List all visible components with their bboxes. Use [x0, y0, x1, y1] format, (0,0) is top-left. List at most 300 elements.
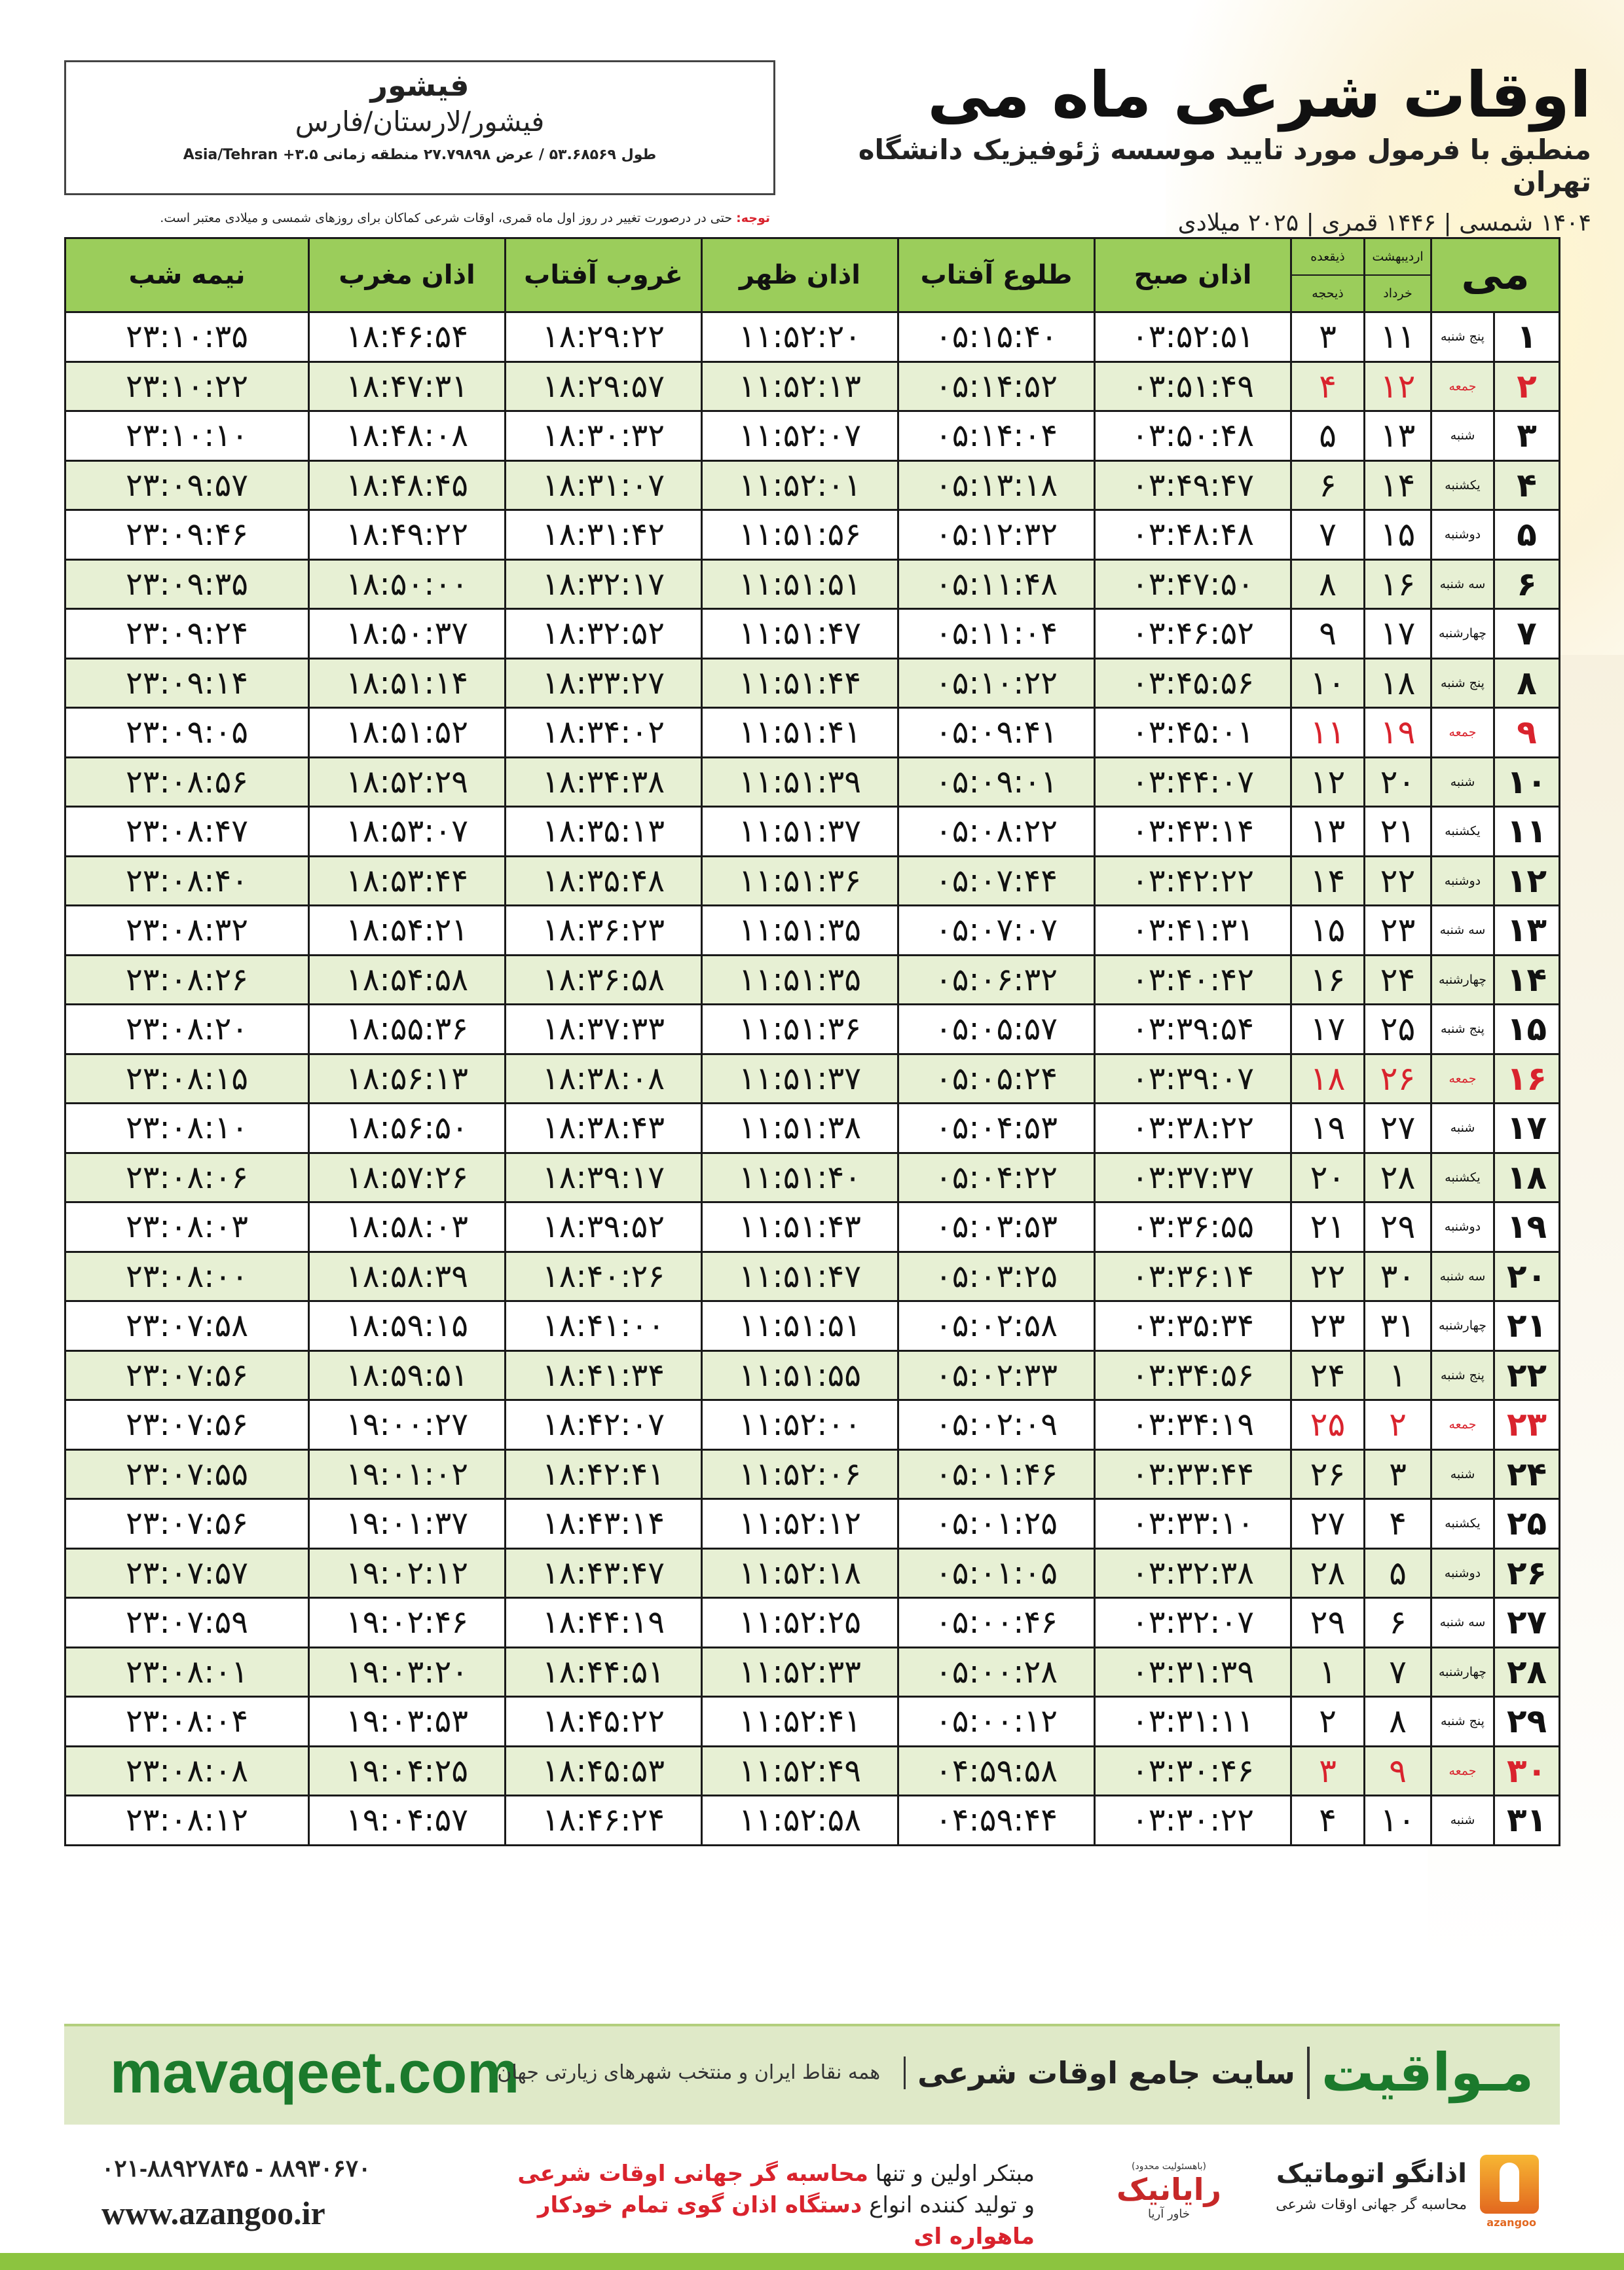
sunrise-time: ۰۵:۰۰:۱۲: [898, 1697, 1095, 1747]
dhuhr-time: ۱۱:۵۱:۳۷: [702, 1054, 898, 1104]
sunrise-time: ۰۵:۰۱:۲۵: [898, 1499, 1095, 1549]
dhuhr-time: ۱۱:۵۲:۴۹: [702, 1746, 898, 1796]
sunrise-time: ۰۵:۰۱:۰۵: [898, 1548, 1095, 1598]
table-row: [65, 460, 1560, 510]
dhuhr-time: ۱۱:۵۱:۴۰: [702, 1153, 898, 1202]
midnight-time: ۲۳:۰۸:۰۶: [65, 1153, 309, 1202]
day-number: ۱۹: [1494, 1202, 1560, 1252]
sunset-time: ۱۸:۳۶:۵۸: [506, 955, 702, 1005]
azangoo-logo-latin: azangoo: [1486, 2216, 1536, 2229]
lunar-day: ۲۷: [1291, 1499, 1365, 1549]
maghrib-time: ۱۸:۵۷:۲۶: [309, 1153, 506, 1202]
solar-day: ۲: [1365, 1400, 1431, 1450]
fajr-time: ۰۳:۳۶:۱۴: [1095, 1252, 1291, 1301]
advertisement-text: [498, 2158, 1035, 2252]
midnight-time: ۲۳:۱۰:۳۵: [65, 312, 309, 362]
lunar-day: ۱۲: [1291, 757, 1365, 807]
lunar-day: ۱۰: [1291, 658, 1365, 708]
lunar-day: ۱۴: [1291, 856, 1365, 906]
lunar-day: ۳: [1291, 312, 1365, 362]
sunrise-time: ۰۵:۰۴:۵۳: [898, 1104, 1095, 1153]
table-row: [65, 708, 1560, 758]
contact-phones: ۰۲۱-۸۸۹۲۷۸۴۵ - ۸۸۹۳۰۶۷۰: [101, 2155, 371, 2182]
maghrib-time: ۱۸:۵۲:۲۹: [309, 757, 506, 807]
lunar-month-header: [1291, 238, 1365, 312]
lunar-day: ۲۱: [1291, 1202, 1365, 1252]
maghrib-time: ۱۸:۵۳:۰۷: [309, 807, 506, 857]
solar-month-bottom: خرداد: [1365, 274, 1430, 311]
solar-day: ۴: [1365, 1499, 1431, 1549]
sunset-time: ۱۸:۳۷:۳۳: [506, 1005, 702, 1054]
fajr-time: ۰۳:۳۰:۲۲: [1095, 1796, 1291, 1846]
maghrib-time: ۱۸:۵۰:۳۷: [309, 609, 506, 659]
day-number: ۱۷: [1494, 1104, 1560, 1153]
table-row: [65, 1746, 1560, 1796]
azangoo-logo-desc: محاسبه گر جهانی اوقات شرعی: [1276, 2197, 1467, 2213]
sunrise-time: ۰۵:۰۷:۰۷: [898, 906, 1095, 956]
day-number: ۲۵: [1494, 1499, 1560, 1549]
day-number: ۱۳: [1494, 906, 1560, 956]
sunset-time: ۱۸:۴۲:۰۷: [506, 1400, 702, 1450]
day-number: ۲۳: [1494, 1400, 1560, 1450]
sunrise-time: ۰۵:۰۴:۲۲: [898, 1153, 1095, 1202]
lunar-day: ۲۴: [1291, 1350, 1365, 1400]
midnight-time: ۲۳:۰۸:۱۵: [65, 1054, 309, 1104]
sunrise-time: ۰۵:۱۱:۰۴: [898, 609, 1095, 659]
sunset-time: ۱۸:۴۶:۲۴: [506, 1796, 702, 1846]
weekday: شنبه: [1431, 411, 1494, 461]
midnight-time: ۲۳:۱۰:۱۰: [65, 411, 309, 461]
day-number: ۲۷: [1494, 1598, 1560, 1648]
fajr-time: ۰۳:۳۱:۱۱: [1095, 1697, 1291, 1747]
solar-day: ۱۵: [1365, 510, 1431, 560]
lunar-day: ۳: [1291, 1746, 1365, 1796]
bottom-strip: [0, 2253, 1624, 2270]
maghrib-time: ۱۸:۴۶:۵۴: [309, 312, 506, 362]
sunrise-time: ۰۵:۰۲:۵۸: [898, 1301, 1095, 1351]
solar-month-header: [1365, 238, 1431, 312]
weekday: پنج شنبه: [1431, 1350, 1494, 1400]
ad-line-2: [498, 2189, 1035, 2252]
solar-day: ۲۶: [1365, 1054, 1431, 1104]
dhuhr-time: ۱۱:۵۲:۱۸: [702, 1548, 898, 1598]
weekday: یکشنبه: [1431, 1499, 1494, 1549]
sunset-time: ۱۸:۴۴:۵۱: [506, 1647, 702, 1697]
sunset-time: ۱۸:۳۲:۵۲: [506, 609, 702, 659]
sunrise-time: ۰۵:۱۴:۰۴: [898, 411, 1095, 461]
dhuhr-time: ۱۱:۵۱:۵۱: [702, 1301, 898, 1351]
midnight-time: ۲۳:۰۷:۵۶: [65, 1350, 309, 1400]
sunset-time: ۱۸:۴۵:۲۲: [506, 1697, 702, 1747]
azangoo-website-link[interactable]: www.azangoo.ir: [101, 2195, 325, 2231]
fajr-time: ۰۳:۴۶:۵۲: [1095, 609, 1291, 659]
table-header-row: [65, 238, 1560, 312]
dhuhr-time: ۱۱:۵۲:۵۸: [702, 1796, 898, 1846]
dhuhr-time: ۱۱:۵۲:۰۷: [702, 411, 898, 461]
day-number: ۱۱: [1494, 807, 1560, 857]
day-number: ۲: [1494, 362, 1560, 411]
rayanik-logo: [1107, 2161, 1231, 2221]
weekday: چهارشنبه: [1431, 1647, 1494, 1697]
midnight-time: ۲۳:۰۷:۵۵: [65, 1449, 309, 1499]
day-number: ۲۸: [1494, 1647, 1560, 1697]
dhuhr-time: ۱۱:۵۱:۳۶: [702, 1005, 898, 1054]
weekday: یکشنبه: [1431, 1153, 1494, 1202]
sunset-time: ۱۸:۴۱:۳۴: [506, 1350, 702, 1400]
azangoo-logo: [1264, 2155, 1539, 2227]
azangoo-logo-name: اذانگو اتوماتیک: [1276, 2159, 1467, 2189]
ad-line-1-highlight: محاسبه گر جهانی اوقات شرعی: [517, 2161, 868, 2187]
fajr-time: ۰۳:۴۹:۴۷: [1095, 460, 1291, 510]
solar-day: ۱۹: [1365, 708, 1431, 758]
dhuhr-time: ۱۱:۵۲:۲۵: [702, 1598, 898, 1648]
midnight-time: ۲۳:۰۸:۰۴: [65, 1697, 309, 1747]
rayanik-logo-caption: (باهسئولیت محدود): [1132, 2161, 1206, 2172]
dhuhr-header: اذان ظهر: [702, 238, 898, 312]
ad-line-1-text: مبتکر اولین و تنها: [868, 2161, 1035, 2187]
fajr-time: ۰۳:۳۲:۳۸: [1095, 1548, 1291, 1598]
midnight-time: ۲۳:۰۸:۲۰: [65, 1005, 309, 1054]
table-row: [65, 1054, 1560, 1104]
sunrise-time: ۰۵:۱۵:۴۰: [898, 312, 1095, 362]
maghrib-time: ۱۸:۵۳:۴۴: [309, 856, 506, 906]
fajr-time: ۰۳:۵۰:۴۸: [1095, 411, 1291, 461]
lunar-day: ۲۶: [1291, 1449, 1365, 1499]
maghrib-time: ۱۸:۵۹:۱۵: [309, 1301, 506, 1351]
solar-day: ۶: [1365, 1598, 1431, 1648]
sunrise-time: ۰۵:۰۵:۵۷: [898, 1005, 1095, 1054]
fajr-time: ۰۳:۳۱:۳۹: [1095, 1647, 1291, 1697]
brand-tagline: سایت جامع اوقات شرعی: [917, 2055, 1295, 2091]
table-row: [65, 1202, 1560, 1252]
sunrise-time: ۰۵:۰۲:۳۳: [898, 1350, 1095, 1400]
lunar-day: ۱۳: [1291, 807, 1365, 857]
lunar-day: ۱۸: [1291, 1054, 1365, 1104]
dhuhr-time: ۱۱:۵۱:۴۷: [702, 609, 898, 659]
maghrib-time: ۱۹:۰۲:۱۲: [309, 1548, 506, 1598]
lunar-day: ۱۵: [1291, 906, 1365, 956]
weekday: دوشنبه: [1431, 856, 1494, 906]
rayanik-logo-sub: خاور آریا: [1148, 2207, 1190, 2221]
lunar-day: ۲۲: [1291, 1252, 1365, 1301]
brand-block: [497, 2042, 1534, 2103]
dhuhr-time: ۱۱:۵۱:۴۳: [702, 1202, 898, 1252]
maghrib-time: ۱۸:۵۶:۱۳: [309, 1054, 506, 1104]
weekday: دوشنبه: [1431, 510, 1494, 560]
midnight-time: ۲۳:۰۹:۲۴: [65, 609, 309, 659]
sunrise-time: ۰۵:۰۰:۲۸: [898, 1647, 1095, 1697]
city-name: فیشور: [370, 67, 470, 103]
lunar-month-top: ذیقعده: [1310, 250, 1345, 264]
maghrib-time: ۱۸:۵۸:۰۳: [309, 1202, 506, 1252]
table-row: [65, 757, 1560, 807]
table-row: [65, 1252, 1560, 1301]
maghrib-time: ۱۹:۰۲:۴۶: [309, 1598, 506, 1648]
sunrise-time: ۰۵:۱۰:۲۲: [898, 658, 1095, 708]
brand-tagline-secondary: همه نقاط ایران و منتخب شهرهای زیارتی جهان: [497, 2061, 881, 2084]
table-row: [65, 1598, 1560, 1648]
brand-divider-small: [904, 2056, 906, 2089]
day-number: ۷: [1494, 609, 1560, 659]
midnight-header: نیمه شب: [65, 238, 309, 312]
table-row: [65, 955, 1560, 1005]
midnight-time: ۲۳:۱۰:۲۲: [65, 362, 309, 411]
fajr-time: ۰۳:۴۱:۳۱: [1095, 906, 1291, 956]
fajr-time: ۰۳:۳۶:۵۵: [1095, 1202, 1291, 1252]
solar-day: ۲۱: [1365, 807, 1431, 857]
sunset-time: ۱۸:۳۱:۴۲: [506, 510, 702, 560]
day-number: ۸: [1494, 658, 1560, 708]
dhuhr-time: ۱۱:۵۱:۵۶: [702, 510, 898, 560]
table-row: [65, 856, 1560, 906]
midnight-time: ۲۳:۰۷:۵۹: [65, 1598, 309, 1648]
table-row: [65, 559, 1560, 609]
midnight-time: ۲۳:۰۸:۱۰: [65, 1104, 309, 1153]
maghrib-time: ۱۸:۵۸:۳۹: [309, 1252, 506, 1301]
weekday: سه شنبه: [1431, 1252, 1494, 1301]
day-number: ۱۰: [1494, 757, 1560, 807]
weekday: چهارشنبه: [1431, 1301, 1494, 1351]
solar-day: ۱۱: [1365, 312, 1431, 362]
table-row: [65, 1350, 1560, 1400]
weekday: شنبه: [1431, 1104, 1494, 1153]
dhuhr-time: ۱۱:۵۱:۳۶: [702, 856, 898, 906]
notice-label: توجه:: [736, 211, 770, 225]
azangoo-logo-icon: [1480, 2155, 1539, 2214]
fajr-time: ۰۳:۳۴:۵۶: [1095, 1350, 1291, 1400]
day-number: ۲۴: [1494, 1449, 1560, 1499]
maghrib-time: ۱۹:۰۳:۵۳: [309, 1697, 506, 1747]
lunar-day: ۴: [1291, 362, 1365, 411]
notice: [64, 211, 770, 225]
weekday: شنبه: [1431, 1796, 1494, 1846]
lunar-day: ۵: [1291, 411, 1365, 461]
fajr-time: ۰۳:۳۳:۴۴: [1095, 1449, 1291, 1499]
maghrib-time: ۱۸:۵۶:۵۰: [309, 1104, 506, 1153]
sunset-time: ۱۸:۴۴:۱۹: [506, 1598, 702, 1648]
weekday: پنج شنبه: [1431, 312, 1494, 362]
rayanik-logo-name: رایانیک: [1116, 2172, 1221, 2207]
day-number: ۲۰: [1494, 1252, 1560, 1301]
solar-day: ۷: [1365, 1647, 1431, 1697]
table-row: [65, 906, 1560, 956]
fajr-time: ۰۳:۳۹:۵۴: [1095, 1005, 1291, 1054]
maghrib-time: ۱۹:۰۳:۲۰: [309, 1647, 506, 1697]
day-number: ۴: [1494, 460, 1560, 510]
page-title: اوقات شرعی ماه می: [927, 58, 1591, 132]
table-row: [65, 312, 1560, 362]
midnight-time: ۲۳:۰۸:۱۲: [65, 1796, 309, 1846]
weekday: شنبه: [1431, 757, 1494, 807]
solar-day: ۵: [1365, 1548, 1431, 1598]
sunrise-header: طلوع آفتاب: [898, 238, 1095, 312]
sunset-time: ۱۸:۳۴:۰۲: [506, 708, 702, 758]
solar-day: ۱۲: [1365, 362, 1431, 411]
solar-day: ۲۰: [1365, 757, 1431, 807]
sunset-time: ۱۸:۳۲:۱۷: [506, 559, 702, 609]
fajr-time: ۰۳:۴۴:۰۷: [1095, 757, 1291, 807]
solar-day: ۱۷: [1365, 609, 1431, 659]
table-row: [65, 1796, 1560, 1846]
midnight-time: ۲۳:۰۹:۰۵: [65, 708, 309, 758]
table-row: [65, 362, 1560, 411]
sunrise-time: ۰۴:۵۹:۴۴: [898, 1796, 1095, 1846]
sunset-time: ۱۸:۴۲:۴۱: [506, 1449, 702, 1499]
solar-day: ۱: [1365, 1350, 1431, 1400]
lunar-day: ۲۰: [1291, 1153, 1365, 1202]
day-number: ۲۱: [1494, 1301, 1560, 1351]
maghrib-time: ۱۹:۰۴:۲۵: [309, 1746, 506, 1796]
month-header: می: [1431, 238, 1560, 312]
table-row: [65, 1697, 1560, 1747]
site-url-link[interactable]: mavaqeet.com: [110, 2040, 520, 2106]
lunar-day: ۱: [1291, 1647, 1365, 1697]
fajr-time: ۰۳:۴۸:۴۸: [1095, 510, 1291, 560]
sunset-time: ۱۸:۳۵:۱۳: [506, 807, 702, 857]
maghrib-time: ۱۸:۴۸:۴۵: [309, 460, 506, 510]
day-number: ۲۶: [1494, 1548, 1560, 1598]
midnight-time: ۲۳:۰۷:۵۷: [65, 1548, 309, 1598]
weekday: سه شنبه: [1431, 906, 1494, 956]
weekday: جمعه: [1431, 362, 1494, 411]
sunrise-time: ۰۵:۰۱:۴۶: [898, 1449, 1095, 1499]
day-number: ۲۲: [1494, 1350, 1560, 1400]
fajr-time: ۰۳:۴۳:۱۴: [1095, 807, 1291, 857]
sunset-time: ۱۸:۳۵:۴۸: [506, 856, 702, 906]
table-row: [65, 807, 1560, 857]
maghrib-time: ۱۸:۵۱:۵۲: [309, 708, 506, 758]
fajr-time: ۰۳:۳۵:۳۴: [1095, 1301, 1291, 1351]
fajr-time: ۰۳:۳۷:۳۷: [1095, 1153, 1291, 1202]
sunrise-time: ۰۵:۱۳:۱۸: [898, 460, 1095, 510]
solar-month-top: اردیبهشت: [1372, 250, 1424, 264]
dhuhr-time: ۱۱:۵۱:۵۱: [702, 559, 898, 609]
table-row: [65, 1153, 1560, 1202]
sunset-time: ۱۸:۳۰:۳۲: [506, 411, 702, 461]
fajr-time: ۰۳:۳۳:۱۰: [1095, 1499, 1291, 1549]
sunrise-time: ۰۵:۱۲:۳۲: [898, 510, 1095, 560]
solar-day: ۱۶: [1365, 559, 1431, 609]
lunar-day: ۹: [1291, 609, 1365, 659]
day-number: ۱۴: [1494, 955, 1560, 1005]
weekday: جمعه: [1431, 1746, 1494, 1796]
table-row: [65, 411, 1560, 461]
fajr-time: ۰۳:۴۰:۴۲: [1095, 955, 1291, 1005]
midnight-time: ۲۳:۰۸:۰۳: [65, 1202, 309, 1252]
fajr-time: ۰۳:۴۵:۵۶: [1095, 658, 1291, 708]
fajr-time: ۰۳:۴۵:۰۱: [1095, 708, 1291, 758]
sunrise-time: ۰۴:۵۹:۵۸: [898, 1746, 1095, 1796]
sunset-time: ۱۸:۴۵:۵۳: [506, 1746, 702, 1796]
maghrib-time: ۱۸:۵۵:۳۶: [309, 1005, 506, 1054]
maghrib-time: ۱۸:۵۹:۵۱: [309, 1350, 506, 1400]
midnight-time: ۲۳:۰۸:۵۶: [65, 757, 309, 807]
maghrib-header: اذان مغرب: [309, 238, 506, 312]
midnight-time: ۲۳:۰۹:۳۵: [65, 559, 309, 609]
lunar-day: ۲۸: [1291, 1548, 1365, 1598]
lunar-day: ۶: [1291, 460, 1365, 510]
dhuhr-time: ۱۱:۵۲:۲۰: [702, 312, 898, 362]
table-row: [65, 510, 1560, 560]
sunrise-time: ۰۵:۰۸:۲۲: [898, 807, 1095, 857]
lunar-day: ۲۵: [1291, 1400, 1365, 1450]
table-row: [65, 1005, 1560, 1054]
solar-day: ۲۲: [1365, 856, 1431, 906]
day-number: ۱۸: [1494, 1153, 1560, 1202]
sunrise-time: ۰۵:۰۹:۴۱: [898, 708, 1095, 758]
sunrise-time: ۰۵:۰۲:۰۹: [898, 1400, 1095, 1450]
prayer-times-table: [64, 237, 1560, 1846]
title-block: [805, 59, 1591, 236]
weekday: سه شنبه: [1431, 1598, 1494, 1648]
day-number: ۲۹: [1494, 1697, 1560, 1747]
day-number: ۹: [1494, 708, 1560, 758]
weekday: جمعه: [1431, 1400, 1494, 1450]
sunset-header: غروب آفتاب: [506, 238, 702, 312]
solar-day: ۲۳: [1365, 906, 1431, 956]
midnight-time: ۲۳:۰۸:۴۷: [65, 807, 309, 857]
fajr-header: اذان صبح: [1095, 238, 1291, 312]
fajr-time: ۰۳:۵۱:۴۹: [1095, 362, 1291, 411]
maghrib-time: ۱۸:۴۹:۲۲: [309, 510, 506, 560]
table-row: [65, 1647, 1560, 1697]
sunrise-time: ۰۵:۰۹:۰۱: [898, 757, 1095, 807]
weekday: یکشنبه: [1431, 460, 1494, 510]
lunar-day: ۱۹: [1291, 1104, 1365, 1153]
sunrise-time: ۰۵:۱۱:۴۸: [898, 559, 1095, 609]
calendar-years: ۱۴۰۴ شمسی | ۱۴۴۶ قمری | ۲۰۲۵ میلادی: [1177, 210, 1591, 236]
sunset-time: ۱۸:۲۹:۲۲: [506, 312, 702, 362]
sunset-time: ۱۸:۴۳:۱۴: [506, 1499, 702, 1549]
dhuhr-time: ۱۱:۵۱:۳۸: [702, 1104, 898, 1153]
ad-line-2-highlight: دستگاه اذان گوی تمام خودکار ماهواره ای: [537, 2192, 1035, 2250]
table-row: [65, 609, 1560, 659]
table-row: [65, 1548, 1560, 1598]
solar-day: ۱۸: [1365, 658, 1431, 708]
sunset-time: ۱۸:۳۸:۰۸: [506, 1054, 702, 1104]
ad-line-1: [498, 2158, 1035, 2189]
weekday: پنج شنبه: [1431, 1005, 1494, 1054]
weekday: دوشنبه: [1431, 1202, 1494, 1252]
sunset-time: ۱۸:۳۴:۳۸: [506, 757, 702, 807]
solar-day: ۳: [1365, 1449, 1431, 1499]
dhuhr-time: ۱۱:۵۱:۵۵: [702, 1350, 898, 1400]
midnight-time: ۲۳:۰۷:۵۶: [65, 1400, 309, 1450]
table-row: [65, 1499, 1560, 1549]
solar-day: ۲۵: [1365, 1005, 1431, 1054]
midnight-time: ۲۳:۰۷:۵۸: [65, 1301, 309, 1351]
maghrib-time: ۱۹:۰۴:۵۷: [309, 1796, 506, 1846]
dhuhr-time: ۱۱:۵۲:۴۱: [702, 1697, 898, 1747]
midnight-time: ۲۳:۰۸:۴۰: [65, 856, 309, 906]
lunar-day: ۸: [1291, 559, 1365, 609]
sunset-time: ۱۸:۳۱:۰۷: [506, 460, 702, 510]
maghrib-time: ۱۸:۵۴:۵۸: [309, 955, 506, 1005]
maghrib-time: ۱۸:۴۷:۳۱: [309, 362, 506, 411]
day-number: ۵: [1494, 510, 1560, 560]
sunset-time: ۱۸:۳۸:۴۳: [506, 1104, 702, 1153]
lunar-day: ۲۳: [1291, 1301, 1365, 1351]
dhuhr-time: ۱۱:۵۲:۳۳: [702, 1647, 898, 1697]
midnight-time: ۲۳:۰۸:۰۰: [65, 1252, 309, 1301]
page-header: [0, 0, 1624, 249]
sunrise-time: ۰۵:۰۳:۲۵: [898, 1252, 1095, 1301]
page-subtitle: منطبق با فرمول مورد تایید موسسه ژئوفیزیک دانشگاه تهران: [858, 134, 1591, 198]
dhuhr-time: ۱۱:۵۱:۳۹: [702, 757, 898, 807]
weekday: چهارشنبه: [1431, 955, 1494, 1005]
maghrib-time: ۱۹:۰۰:۲۷: [309, 1400, 506, 1450]
lunar-day: ۷: [1291, 510, 1365, 560]
